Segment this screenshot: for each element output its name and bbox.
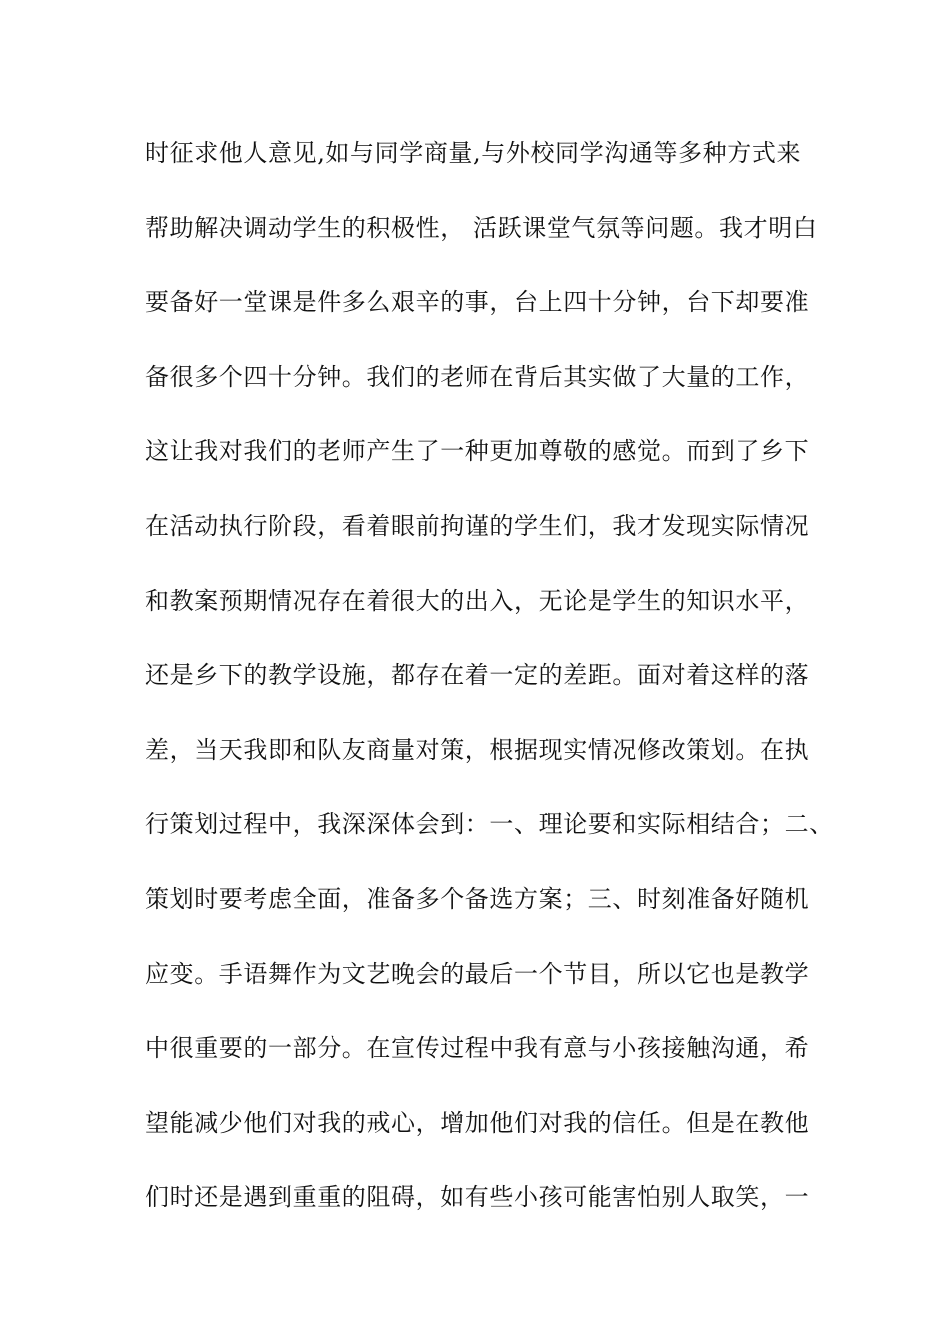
text-line-6: 在活动执行阶段，看着眼前拘谨的学生们，我才发现实际情况 [145,511,810,540]
text-line-10: 行策划过程中，我深深体会到：一、理论要和实际相结合；二、 [145,810,834,839]
text-line-15: 们时还是遇到重重的阻碍，如有些小孩可能害怕别人取笑，一 [145,1183,810,1212]
body-text [145,131,865,1250]
text-line-8: 还是乡下的教学设施，都存在着一定的差距。面对着这样的落 [145,661,810,690]
text-line-12: 应变。手语舞作为文艺晚会的最后一个节目，所以它也是教学 [145,959,810,988]
text-line-3: 要备好一堂课是件多么艰辛的事，台上四十分钟，台下却要准 [145,288,810,317]
text-line-11: 策划时要考虑全面，准备多个备选方案；三、时刻准备好随机 [145,884,810,913]
text-line-2: 帮助解决调动学生的积极性， 活跃课堂气氛等问题。我才明白 [145,213,818,242]
text-line-4: 备很多个四十分钟。我们的老师在背后其实做了大量的工作， [145,362,810,391]
text-line-7: 和教案预期情况存在着很大的出入，无论是学生的知识水平， [145,586,810,615]
text-line-14: 望能减少他们对我的戒心，增加他们对我的信任。但是在教他 [145,1108,810,1137]
text-line-5: 这让我对我们的老师产生了一种更加尊敬的感觉。而到了乡下 [145,437,810,466]
text-line-13: 中很重要的一部分。在宣传过程中我有意与小孩接触沟通，希 [145,1034,810,1063]
text-line-1: 时征求他人意见,如与同学商量,与外校同学沟通等多种方式来 [145,139,802,167]
text-line-9: 差，当天我即和队友商量对策，根据现实情况修改策划。在执 [145,735,810,764]
